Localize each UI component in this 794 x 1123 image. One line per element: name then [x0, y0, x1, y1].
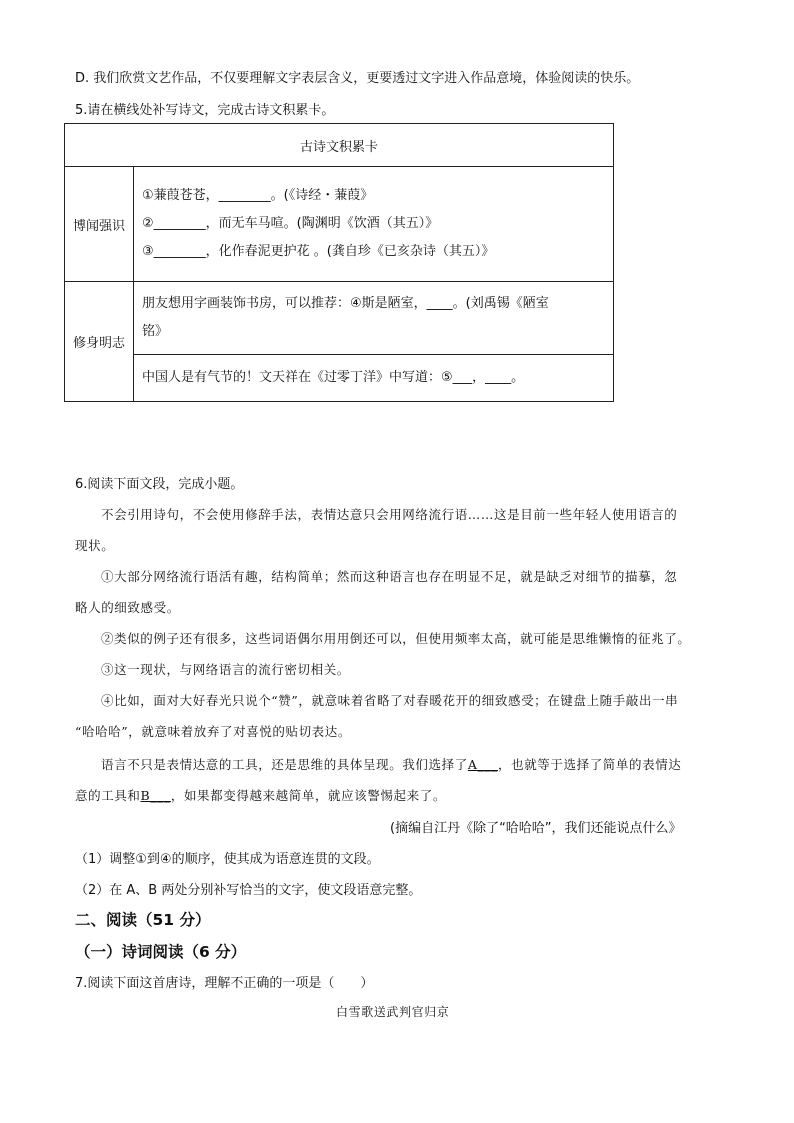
question-7-prompt: 7.阅读下面这首唐诗，理解不正确的一项是（ ）: [75, 976, 374, 991]
sentence-2: ②类似的例子还有很多，这些词语偶尔用用倒还可以，但使用频率太高，就可能是思维懒惰的征兆了。: [101, 631, 691, 646]
category-erudition: 博闻强识: [65, 167, 134, 282]
conclusion-1-text-a: 语言不只是表情达意的工具，还是思维的具体呈现。我们选择了: [101, 757, 468, 772]
conclusion-2-text-b: ，如果都变得越来越简单，就应该警惕起来了。: [170, 788, 446, 803]
question-6-prompt: 6.阅读下面文段，完成小题。: [75, 477, 244, 492]
card-title: 古诗文积累卡: [65, 124, 614, 167]
subsection-poetry-heading: （一）诗词阅读（6 分）: [75, 943, 247, 961]
self-cultivation-row-2: [134, 355, 614, 402]
question-5-prompt: 5.请在横线处补写诗文，完成古诗文积累卡。: [75, 103, 335, 118]
conclusion-2-text-a: 意的工具和: [75, 788, 141, 803]
conclusion-line-1: [101, 755, 681, 773]
passage-source: (摘编自江丹《除了“哈哈哈”，我们还能说点什么》: [390, 821, 682, 836]
sentence-1-line-2: 略人的细致感受。: [75, 600, 180, 615]
category-self-cultivation: 修身明志: [65, 282, 134, 402]
poem-title: 白雪歌送武判官归京: [336, 1005, 450, 1019]
section-2-heading: 二、阅读（51 分）: [75, 911, 211, 929]
blank-b: B___: [140, 788, 171, 803]
sentence-1-line-1: ①大部分网络流行语活有趣，结构简单；然而这种语言也存在明显不足，就是缺乏对细节的描摹，忽: [101, 569, 678, 584]
sub-question-1: （1）调整①到④的顺序，使其成为语意连贯的文段。: [75, 852, 380, 867]
sentence-4-line-1: ④比如，面对大好春光只说个“赞”，就意味着省略了对春暖花开的细致感受；在键盘上随手敲出一串: [101, 693, 679, 708]
fill-line-4b: 铭》: [142, 324, 169, 339]
conclusion-line-2: [75, 786, 446, 804]
sub-question-2: （2）在 A、B 两处分别补写恰当的文字，使文段语意完整。: [75, 883, 422, 898]
fill-line-4a: 朋友想用字画装饰书房，可以推荐：④斯是陋室，____。(刘禹锡《陋室: [142, 296, 549, 311]
poetry-accumulation-card: [64, 123, 614, 402]
passage-intro-line-2: 现状。: [75, 538, 115, 553]
option-d-line: D. 我们欣赏文艺作品，不仅要理解文字表层含义，更要透过文字进入作品意境，体验阅读的快乐。: [75, 71, 640, 86]
fill-line-5: 中国人是有气节的！文天祥在《过零丁洋》中写道：⑤___，____。: [142, 370, 525, 385]
conclusion-1-text-b: ，也就等于选择了简单的表情达: [498, 757, 682, 772]
passage-intro-line-1: 不会引用诗句，不会使用修辞手法，表情达意只会用网络流行语……这是目前一些年轻人使用语言的: [101, 507, 678, 522]
erudition-lines: [134, 167, 614, 282]
self-cultivation-row-1: [134, 282, 614, 355]
sentence-4-line-2: “哈哈哈”，就意味着放弃了对喜悦的贴切表达。: [75, 724, 351, 739]
fill-line-2: ②________，而无车马喧。(陶渊明《饮酒（其五）》: [142, 216, 439, 231]
fill-line-3: ③________，化作春泥更护花 。(龚自珍《已亥杂诗（其五）》: [142, 244, 495, 259]
sentence-3: ③这一现状，与网络语言的流行密切相关。: [101, 662, 350, 677]
fill-line-1: ①蒹葭苍苍，________。(《诗经・蒹葭》: [142, 188, 374, 203]
blank-a: A___: [467, 757, 498, 772]
